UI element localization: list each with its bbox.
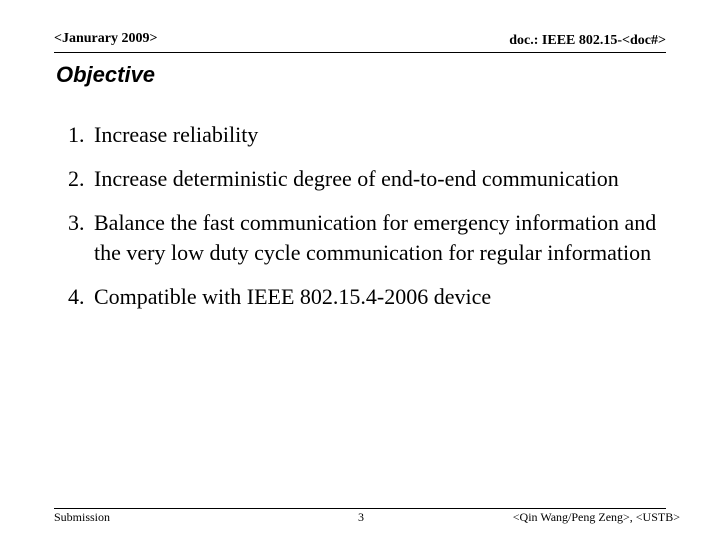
objective-list xyxy=(68,120,668,326)
list-item-text: Increase deterministic degree of end-to-end communication xyxy=(94,166,619,191)
list-item-number: 1. xyxy=(68,122,85,147)
header-divider xyxy=(54,52,666,53)
footer-divider xyxy=(54,508,666,509)
list-item-number: 2. xyxy=(68,166,85,191)
list-item xyxy=(68,120,668,150)
list-item xyxy=(68,164,668,194)
list-item-number: 3. xyxy=(68,210,85,235)
list-item xyxy=(68,208,668,268)
list-item-text: Balance the fast communication for emergency information and the very low duty cycle communication for regular information xyxy=(94,210,657,265)
footer-authors: <Qin Wang/Peng Zeng>, <USTB> xyxy=(512,510,680,524)
header-date: <Janurary 2009> xyxy=(54,31,158,46)
list-item-number: 4. xyxy=(68,284,85,309)
header-doc-id: doc.: IEEE 802.15-<doc#> xyxy=(509,33,666,48)
footer-submission: Submission xyxy=(54,510,111,524)
list-item-text: Compatible with IEEE 802.15.4-2006 device xyxy=(94,284,492,309)
list-item xyxy=(68,282,668,312)
list-item-text: Increase reliability xyxy=(94,122,259,147)
slide-title: Objective xyxy=(56,62,156,87)
page-number: 3 xyxy=(358,510,364,524)
